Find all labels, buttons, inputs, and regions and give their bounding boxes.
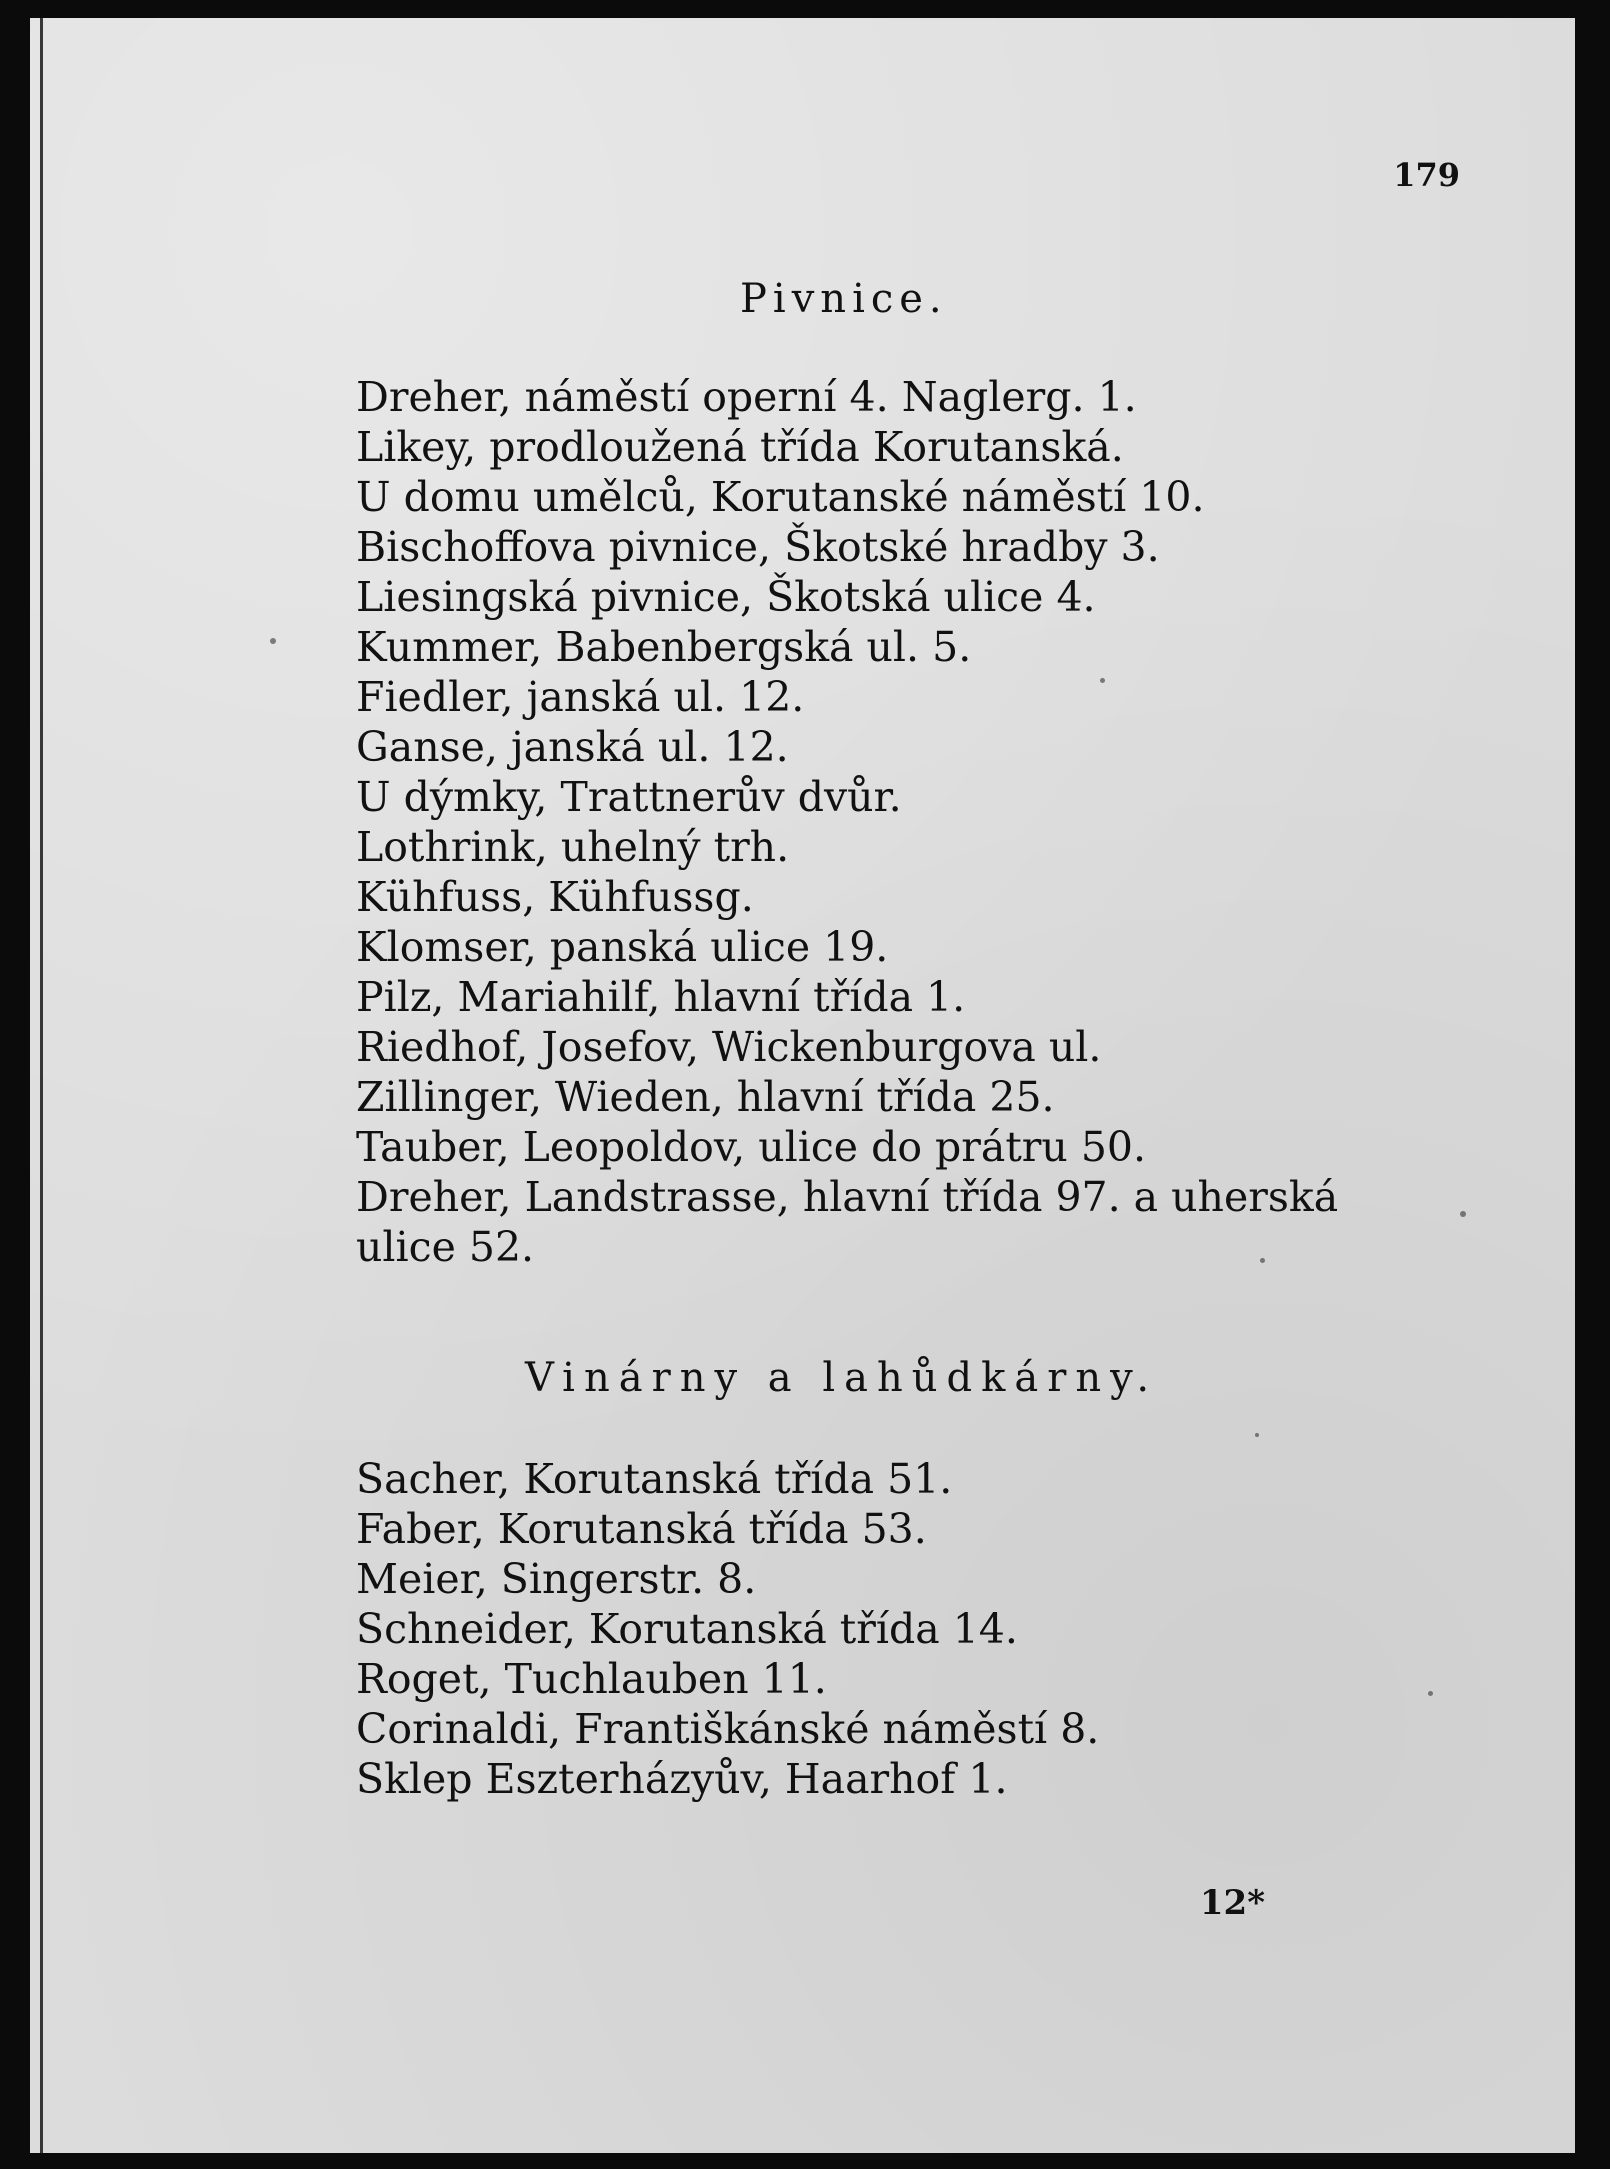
book-page bbox=[30, 18, 1575, 2153]
list-item: Meier, Singerstr. 8. bbox=[356, 1555, 757, 1603]
list-item: Roget, Tuchlauben 11. bbox=[356, 1655, 827, 1703]
pivnice-list bbox=[356, 372, 1338, 1272]
list-item: Liesingská pivnice, Škotská ulice 4. bbox=[356, 573, 1096, 621]
print-speck bbox=[1100, 678, 1105, 683]
page-number: 179 bbox=[1393, 156, 1460, 194]
list-item: U dýmky, Trattnerův dvůr. bbox=[356, 773, 902, 821]
list-item: Fiedler, janská ul. 12. bbox=[356, 673, 805, 721]
binding-gutter bbox=[40, 18, 43, 2153]
vinarny-list bbox=[356, 1454, 1099, 1804]
list-item: Sacher, Korutanská třída 51. bbox=[356, 1455, 953, 1503]
list-item: Schneider, Korutanská třída 14. bbox=[356, 1605, 1018, 1653]
print-speck bbox=[1255, 1433, 1259, 1437]
list-item: Pilz, Mariahilf, hlavní třída 1. bbox=[356, 973, 966, 1021]
list-item: Faber, Korutanská třída 53. bbox=[356, 1505, 927, 1553]
section-title-vinarny: Vinárny a lahůdkárny. bbox=[525, 1355, 1159, 1401]
print-speck bbox=[1260, 1258, 1265, 1263]
list-item: Klomser, panská ulice 19. bbox=[356, 923, 889, 971]
list-item: Likey, prodloužená třída Korutanská. bbox=[356, 423, 1124, 471]
list-item: Lothrink, uhelný trh. bbox=[356, 823, 790, 871]
signature-mark: 12* bbox=[1199, 1883, 1265, 1923]
section-title-pivnice: Pivnice. bbox=[740, 276, 948, 322]
list-item: Zillinger, Wieden, hlavní třída 25. bbox=[356, 1073, 1055, 1121]
list-item: Riedhof, Josefov, Wickenburgova ul. bbox=[356, 1023, 1102, 1071]
print-speck bbox=[270, 638, 276, 644]
print-speck bbox=[1460, 1211, 1466, 1217]
list-item: Ganse, janská ul. 12. bbox=[356, 723, 789, 771]
list-item: Kummer, Babenbergská ul. 5. bbox=[356, 623, 972, 671]
list-item: Dreher, Landstrasse, hlavní třída 97. a uherská bbox=[356, 1173, 1339, 1221]
list-item: Tauber, Leopoldov, ulice do prátru 50. bbox=[356, 1123, 1147, 1171]
list-item: Corinaldi, Františkánské náměstí 8. bbox=[356, 1705, 1100, 1753]
list-item: Kühfuss, Kühfussg. bbox=[356, 873, 754, 921]
list-item: U domu umělců, Korutanské náměstí 10. bbox=[356, 473, 1205, 521]
list-item: Bischoffova pivnice, Škotské hradby 3. bbox=[356, 523, 1160, 571]
list-item: Dreher, náměstí operní 4. Naglerg. 1. bbox=[356, 373, 1137, 421]
print-speck bbox=[1428, 1691, 1433, 1696]
list-item-continuation: ulice 52. bbox=[356, 1223, 535, 1271]
list-item: Sklep Eszterházyův, Haarhof 1. bbox=[356, 1755, 1008, 1803]
